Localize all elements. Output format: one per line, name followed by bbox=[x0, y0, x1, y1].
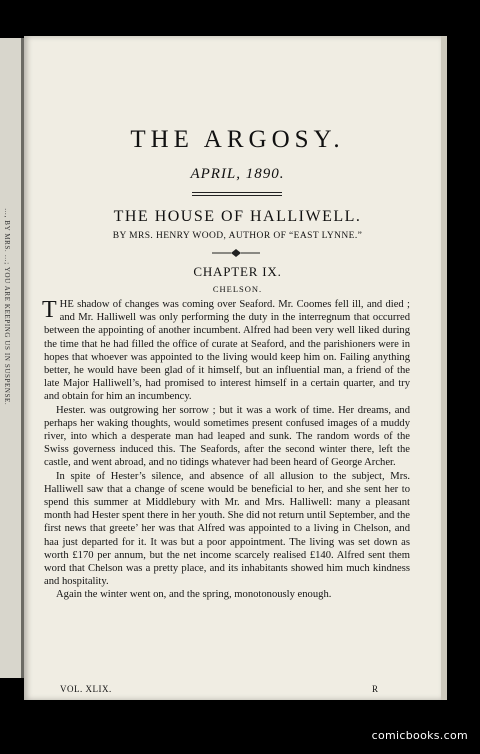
title-rule bbox=[192, 192, 282, 193]
body-text bbox=[44, 298, 410, 602]
title-rule-lower bbox=[192, 195, 282, 196]
book-page bbox=[24, 36, 441, 700]
page-stack-edge bbox=[441, 36, 447, 700]
paragraph bbox=[44, 298, 410, 404]
facing-page-text: …, BY MRS. …; YOU ARE KEEPING US IN SUSPENSE. bbox=[3, 208, 11, 406]
drop-cap: T bbox=[42, 297, 57, 323]
volume-number: VOL. XLIX. bbox=[60, 684, 112, 694]
paragraph: Hester. was outgrowing her sorrow ; but it was a work of time. Her dreams, and perhaps her waking thoughts, would sometimes present confused images of a muddy river, into which a desperate man had leaped and sunk. The random words of the Swiss governess induced this. The Seafords, after the second winter there, left the castle, and went abroad, and no tidings whatever had been heard of George Archer. bbox=[44, 404, 410, 469]
signature-mark: R bbox=[372, 684, 379, 694]
author-line: BY MRS. HENRY WOOD, AUTHOR OF “EAST LYNNE.” bbox=[112, 231, 363, 241]
facing-page-edge bbox=[0, 38, 24, 678]
magazine-title: THE ARGOSY. bbox=[130, 126, 345, 153]
issue-date: APRIL, 1890. bbox=[190, 166, 285, 182]
paragraph: In spite of Hester’s silence, and absence of all allusion to the subject, Mrs. Halliwell saw that a change of scene would be beneficial to her, and she sent her to spend this summer at Middlebury with Mr. and Mrs. Halliwell: many a pleasant month had Hester spent there in her youth. She did not return until September, and the first news that greete’ her was that Alfred was appointed to a living in Chelson, and haa just departed for it. It was but a poor appointment. The living was set down as worth £170 per annum, but the net income scarcely realised £140. Alfred sent them word that Chelson was a pretty place, and its inhabitants showed him much kindness and hospitality. bbox=[44, 470, 410, 588]
story-title: THE HOUSE OF HALLIWELL. bbox=[113, 208, 362, 225]
watermark: comicbooks.com bbox=[371, 729, 468, 742]
chapter-heading: CHAPTER IX. bbox=[193, 264, 282, 279]
ornament-divider bbox=[212, 248, 260, 258]
paragraph-text: HE shadow of changes was coming over Seaford. Mr. Coomes fell ill, and died ; and Mr. Halliwell was only performing the duty in the interregnum that occurred between the appointing of another incumbent. Alfred had been very well liked during the time that he had filled the office of curate at Seaford, and the parishioners were in hopes that whoever was appointed to the living would keep him on. Failing anything better, he would have been glad of it himself, but an influential man, a friend of the late Major Halliwell’s, had promised to interest himself in a certain quarter, and try and obtain for him an incumbency. bbox=[44, 299, 410, 403]
paragraph: Again the winter went on, and the spring, monotonously enough. bbox=[56, 589, 332, 601]
chapter-subtitle: CHELSON. bbox=[212, 284, 263, 294]
